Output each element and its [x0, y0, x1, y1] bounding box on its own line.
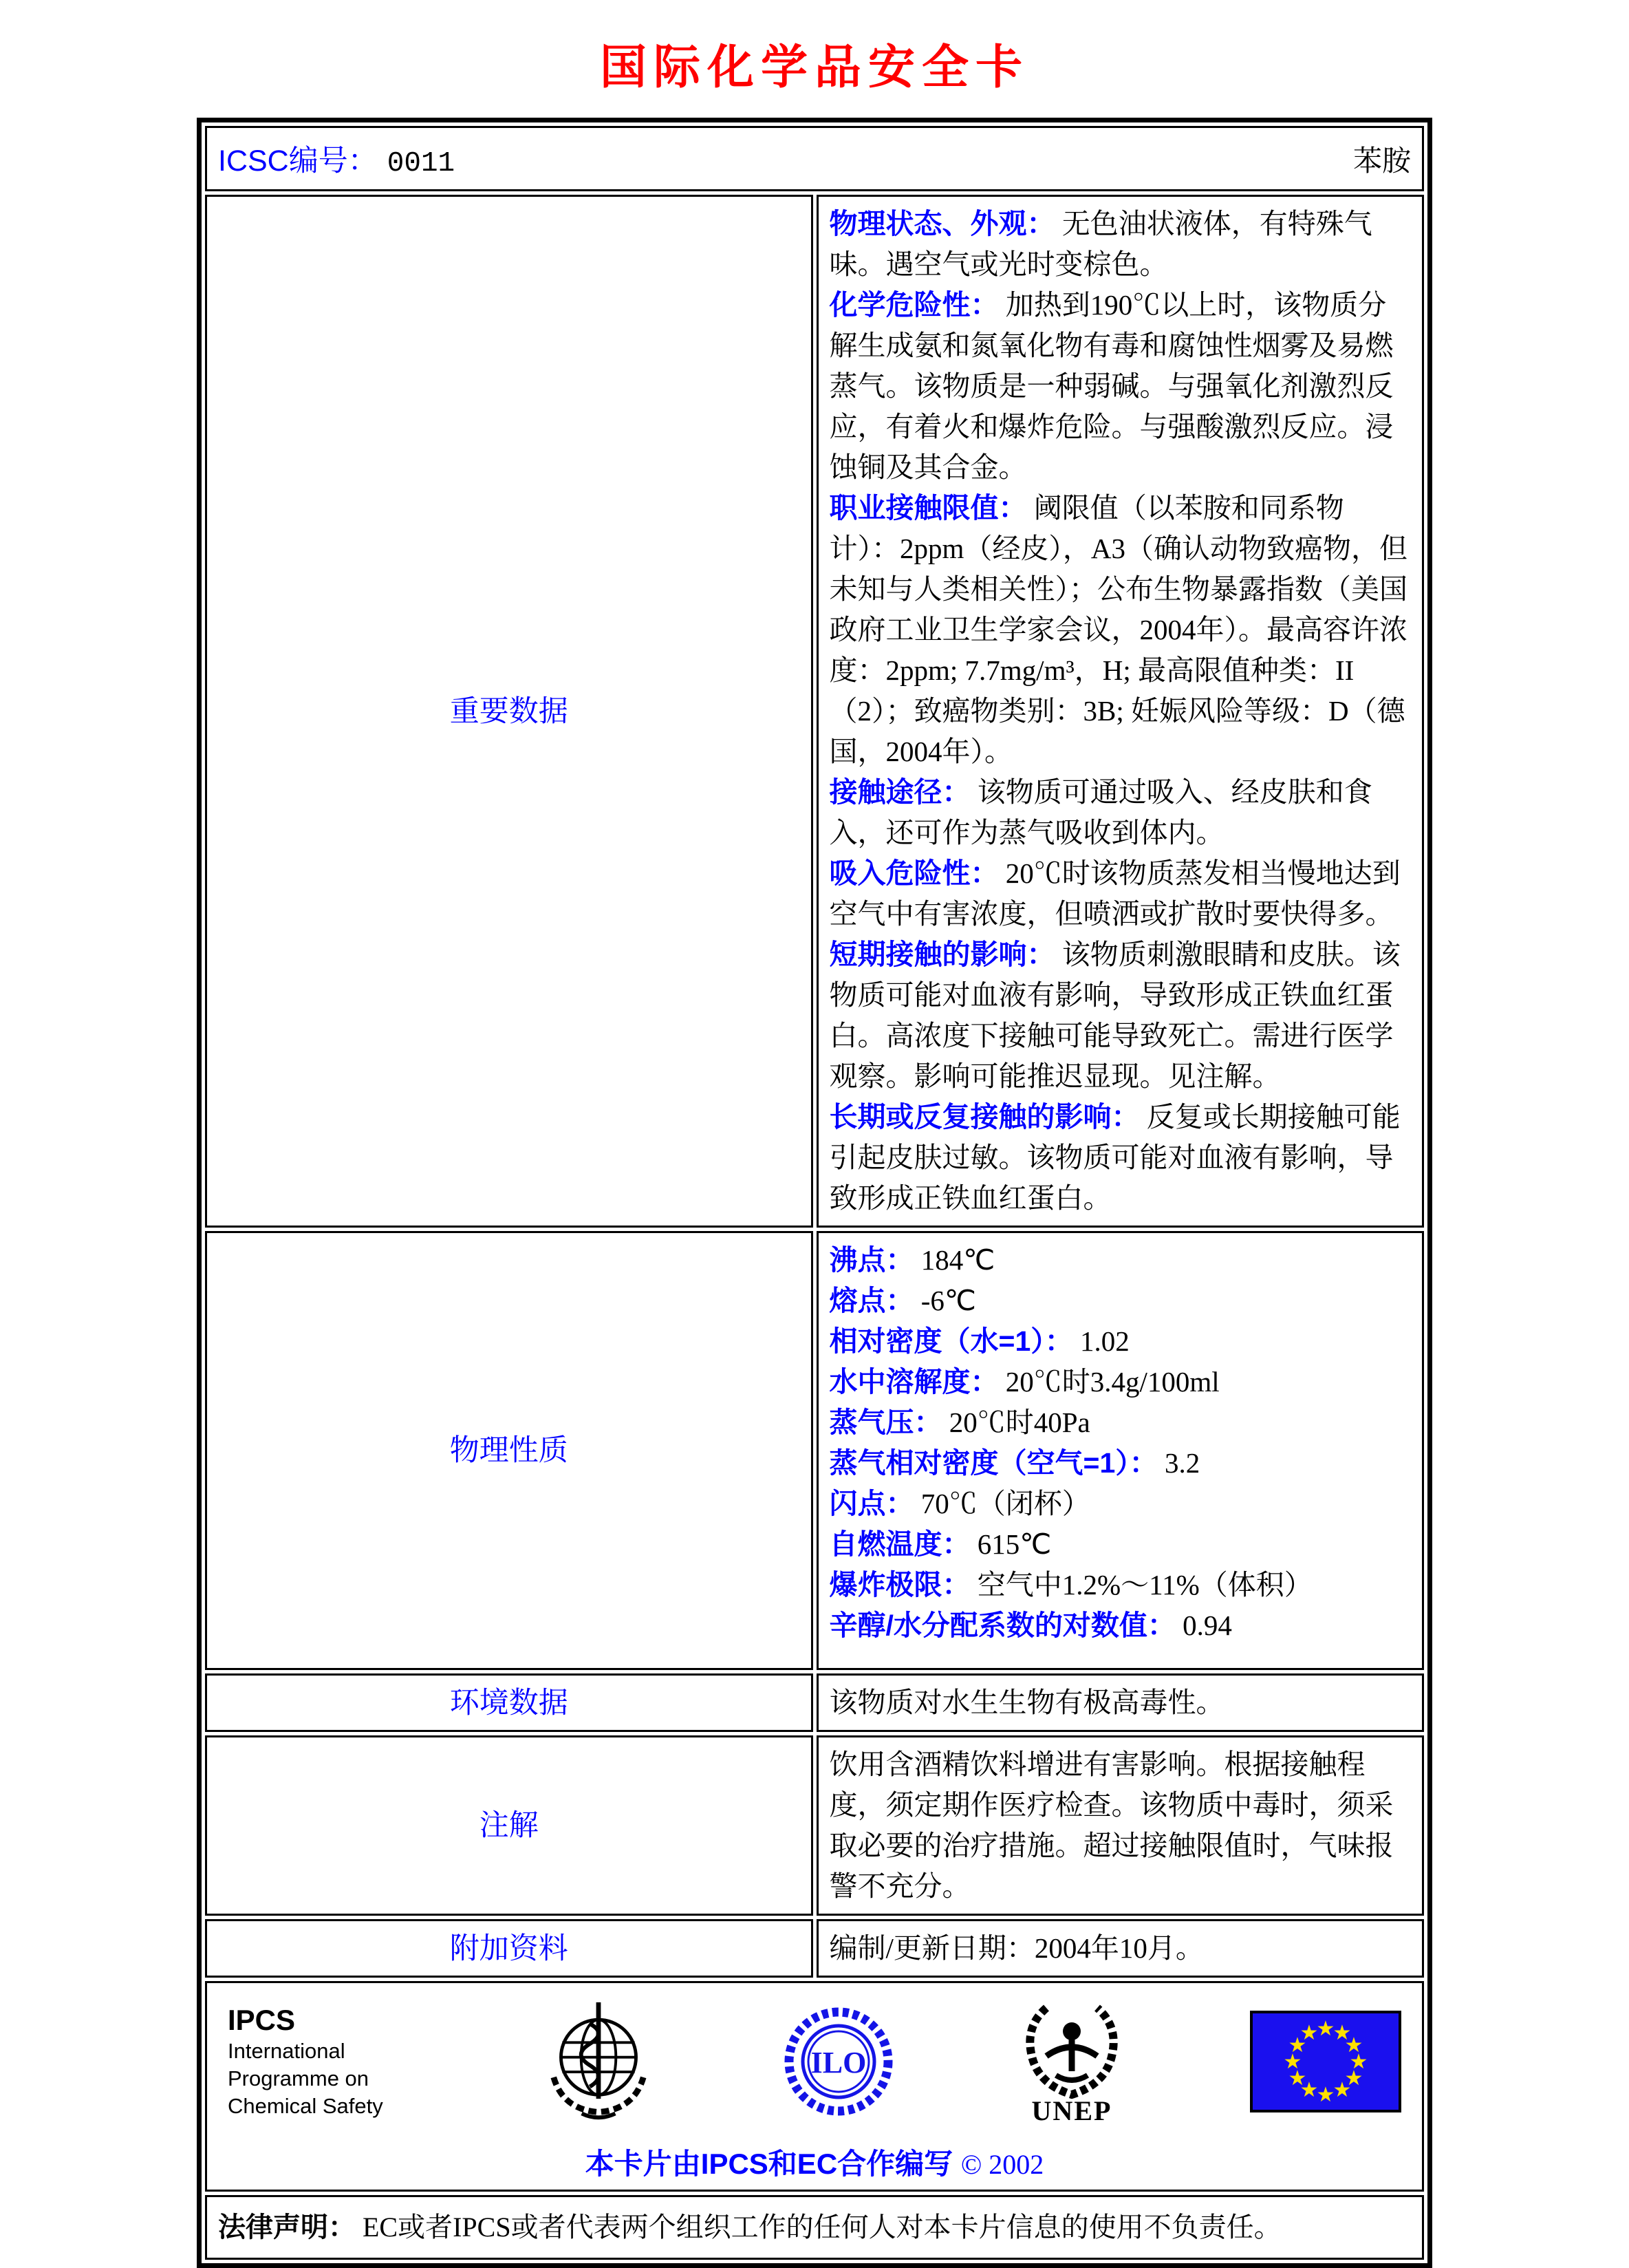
property-label: 自燃温度：: [829, 1528, 971, 1560]
important-paragraph: [830, 488, 1412, 772]
notes-content: 饮用含酒精饮料增进有害影响。根据接触程度，须定期作医疗检查。该物质中毒时，须采取必要的治疗措施。超过接触限值时，气味报警不充分。: [817, 1735, 1425, 1916]
additional-info-row: [205, 1919, 1424, 1978]
important-paragraph: [830, 772, 1412, 853]
icsc-number-group: [218, 138, 455, 180]
field-label: 短期接触的影响：: [829, 939, 1055, 970]
legal-notice-text: EC或者IPCS或者代表两个组织工作的任何人对本卡片信息的使用不负责任。: [363, 2212, 1282, 2243]
property-label: 熔点：: [829, 1285, 914, 1316]
property-label: 蒸气压：: [829, 1406, 942, 1438]
svg-text:★: ★: [1344, 2033, 1363, 2057]
field-label: 职业接触限值：: [829, 492, 1027, 524]
property-label: 爆炸极限：: [829, 1569, 971, 1601]
property-value: 615℃: [977, 1528, 1052, 1560]
property-label: 闪点：: [829, 1488, 914, 1519]
field-text: 阈限值（以苯胺和同系物计）：2ppm（经皮），A3（确认动物致癌物，但未知与人类相关性）；公布生物暴露指数（美国政府工业卫生学家会议，2004年）。最高容许浓度：2ppm; 7.7mg/m³，H; 最高限值种类：II（2）；致癌物类别：3B; 妊娠风险等级：D（德国，2004年）。: [829, 492, 1407, 767]
property-line: [830, 1605, 1412, 1646]
important-data-content: [817, 195, 1425, 1228]
copyright-text: © 2002: [960, 2149, 1044, 2180]
cooperation-caption: [228, 2141, 1401, 2183]
icsc-number-label: ICSC编号：: [218, 145, 378, 178]
property-value: 70℃（闭杯）: [920, 1488, 1090, 1519]
property-label: 沸点：: [829, 1244, 914, 1276]
field-text: 无色油状液体，有特殊气味。遇空气或光时变棕色。: [829, 208, 1372, 280]
important-paragraph: [830, 1097, 1412, 1219]
property-line: [830, 1484, 1412, 1524]
property-line: [830, 1281, 1412, 1321]
header-row: [205, 126, 1424, 191]
header-cell: [205, 126, 1424, 191]
property-line: [830, 1565, 1412, 1605]
svg-text:★: ★: [1316, 2017, 1335, 2041]
environmental-data-row: [205, 1673, 1424, 1732]
legal-notice-row: [205, 2195, 1424, 2260]
svg-text:★: ★: [1299, 2021, 1319, 2045]
field-label: 长期或反复接触的影响：: [829, 1101, 1140, 1133]
caption-text: 本卡片由IPCS和EC合作编写: [585, 2148, 953, 2180]
property-label: 相对密度（水=1）：: [829, 1325, 1073, 1357]
svg-text:★: ★: [1349, 2050, 1368, 2074]
property-line: [830, 1362, 1412, 1402]
svg-text:★: ★: [1288, 2066, 1307, 2090]
important-data-row: [205, 195, 1424, 1228]
ipcs-text-block: [228, 2003, 413, 2120]
field-text: 该物质刺激眼睛和皮肤。该物质可能对血液有影响，导致形成正铁血红蛋白。高浓度下接触可能导致死亡。需进行医学观察。影响可能推迟显现。见注解。: [829, 939, 1401, 1092]
chemical-name: 苯胺: [1352, 146, 1411, 178]
additional-info-content: 编制/更新日期：2004年10月。: [817, 1919, 1425, 1978]
unep-icon: [1020, 1998, 1123, 2101]
ilo-icon: [784, 2000, 894, 2123]
property-value: 20℃时40Pa: [949, 1406, 1090, 1438]
svg-text:★: ★: [1333, 2078, 1352, 2102]
icsc-number-value: 0011: [387, 148, 455, 180]
property-value: 空气中1.2%～11%（体积）: [977, 1569, 1313, 1601]
ipcs-line: International: [228, 2039, 345, 2063]
field-label: 接触途径：: [829, 776, 971, 808]
property-value: 1.02: [1080, 1325, 1130, 1357]
environmental-data-label: 环境数据: [205, 1673, 813, 1732]
important-paragraph: [830, 285, 1412, 488]
field-text: 加热到190℃以上时，该物质分解生成氨和氮氧化物有毒和腐蚀性烟雾及易燃蒸气。该物质是一种弱碱。与强氧化剂激烈反应，有着火和爆炸危险。与强酸激烈反应。浸蚀铜及其合金。: [829, 289, 1394, 483]
important-paragraph: [830, 934, 1412, 1097]
icsc-table: [197, 118, 1432, 2268]
property-value: 184℃: [920, 1244, 995, 1276]
logos-strip: [228, 1993, 1401, 2130]
property-value: 20℃时3.4g/100ml: [1005, 1366, 1220, 1398]
notes-row: [205, 1735, 1424, 1916]
unep-logo-block: [1020, 1998, 1123, 2125]
notes-label: 注解: [205, 1735, 813, 1916]
legal-notice-cell: [205, 2195, 1424, 2260]
legal-notice-label: 法律声明：: [218, 2212, 356, 2243]
property-value: 3.2: [1165, 1447, 1200, 1479]
field-text: 该物质可通过吸入、经皮肤和食入，还可作为蒸气吸收到体内。: [829, 776, 1372, 848]
additional-info-label: 附加资料: [205, 1919, 813, 1978]
ipcs-acronym: IPCS: [228, 2004, 296, 2036]
ipcs-line: Chemical Safety: [228, 2094, 383, 2118]
field-text: 反复或长期接触可能引起皮肤过敏。该物质可能对血液有影响，导致形成正铁血红蛋白。: [829, 1101, 1401, 1214]
property-value: -6℃: [920, 1285, 976, 1316]
property-label: 蒸气相对密度（空气=1）：: [829, 1447, 1158, 1479]
svg-text:★: ★: [1288, 2033, 1307, 2057]
svg-text:★: ★: [1283, 2050, 1302, 2074]
ilo-logo-text: ILO: [810, 2046, 867, 2079]
svg-text:★: ★: [1333, 2021, 1352, 2045]
important-paragraph: [830, 204, 1412, 285]
svg-text:★: ★: [1316, 2083, 1335, 2107]
eu-flag-icon: [1250, 2011, 1401, 2112]
svg-text:★: ★: [1344, 2066, 1363, 2090]
property-line: [830, 1402, 1412, 1443]
property-line: [830, 1321, 1412, 1362]
property-line: [830, 1240, 1412, 1281]
physical-properties-content: [817, 1231, 1425, 1670]
svg-text:★: ★: [1299, 2078, 1319, 2102]
physical-properties-label: 物理性质: [205, 1231, 813, 1670]
page-title: 国际化学品安全卡: [599, 41, 1029, 94]
physical-properties-row: [205, 1231, 1424, 1670]
property-line: [830, 1524, 1412, 1565]
environmental-data-content: 该物质对水生生物有极高毒性。: [817, 1673, 1425, 1732]
field-label: 化学危险性：: [829, 289, 999, 321]
field-label: 物理状态、外观：: [829, 208, 1055, 239]
ipcs-line: Programme on: [228, 2066, 369, 2090]
important-data-label: 重要数据: [205, 195, 813, 1228]
property-line: [830, 1443, 1412, 1484]
logos-cell: [205, 1981, 1424, 2192]
unep-logo-text: UNEP: [1031, 2095, 1112, 2126]
property-label: 水中溶解度：: [829, 1366, 999, 1398]
logos-row: [205, 1981, 1424, 2192]
important-paragraph: [830, 853, 1412, 934]
property-value: 0.94: [1183, 1609, 1232, 1641]
who-icon: [540, 1998, 657, 2126]
field-label: 吸入危险性：: [829, 857, 999, 889]
property-label: 辛醇/水分配系数的对数值：: [829, 1609, 1176, 1641]
field-text: 20℃时该物质蒸发相当慢地达到空气中有害浓度，但喷洒或扩散时要快得多。: [829, 857, 1401, 930]
